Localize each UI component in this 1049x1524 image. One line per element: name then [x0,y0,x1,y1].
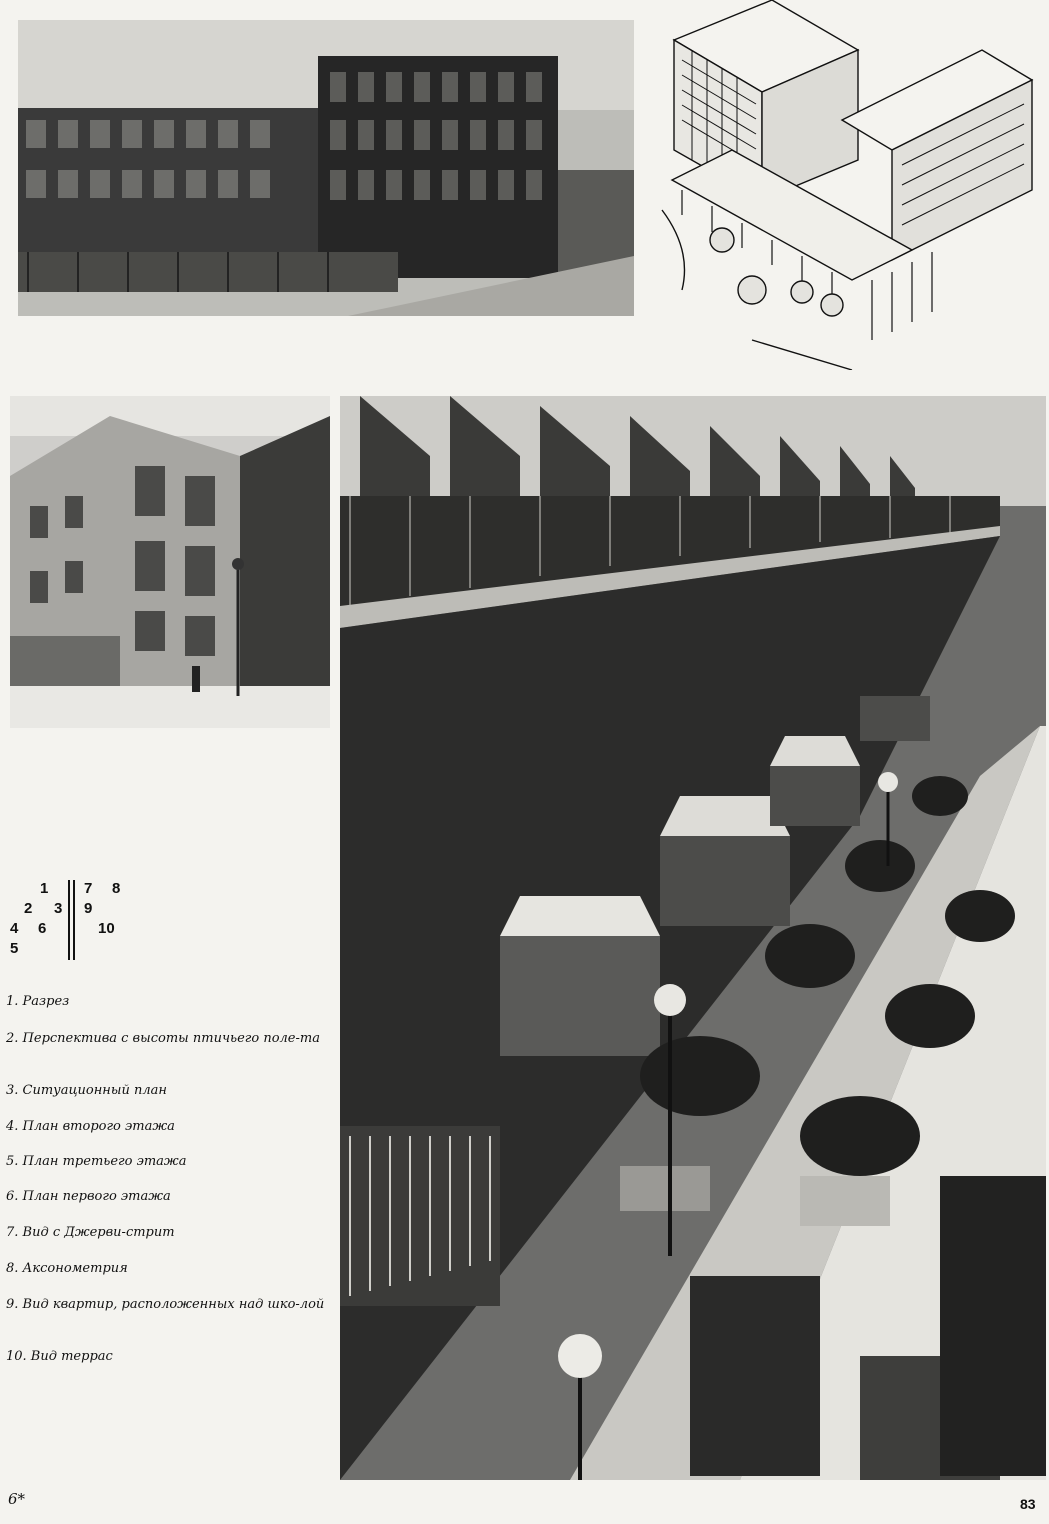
photo-apartments-over-school [10,396,330,728]
page-number: 83 [1020,1496,1036,1512]
key-number: 4 [10,920,19,937]
caption-3: 3. Ситуационный план [6,1083,167,1098]
key-number: 10 [98,920,115,937]
key-number: 2 [24,900,33,917]
key-number: 8 [112,880,121,897]
key-number: 1 [40,880,49,897]
caption-7: 7. Вид с Джерви-стрит [6,1225,175,1240]
key-divider [68,880,70,960]
figure-key-diagram [8,880,138,960]
caption-4: 4. План второго этажа [6,1119,175,1134]
caption-6: 6. План первого этажа [6,1189,171,1204]
photo-terraces [340,396,1046,1480]
caption-9: 9. Вид квартир, расположенных над шко-лой [6,1297,325,1312]
key-divider [73,880,75,960]
caption-1: 1. Разрез [6,994,70,1009]
key-number: 6 [38,920,47,937]
caption-8: 8. Аксонометрия [6,1261,128,1276]
signature-mark: 6* [8,1490,26,1508]
key-number: 9 [84,900,93,917]
photo-street-view [18,20,634,316]
caption-2: 2. Перспектива с высоты птичьего поле-та [6,1031,320,1046]
caption-5: 5. План третьего этажа [6,1154,187,1169]
caption-10: 10. Вид террас [6,1349,113,1364]
key-number: 7 [84,880,93,897]
key-number: 3 [54,900,63,917]
axonometric-drawing [652,0,1049,370]
key-number: 5 [10,940,19,957]
